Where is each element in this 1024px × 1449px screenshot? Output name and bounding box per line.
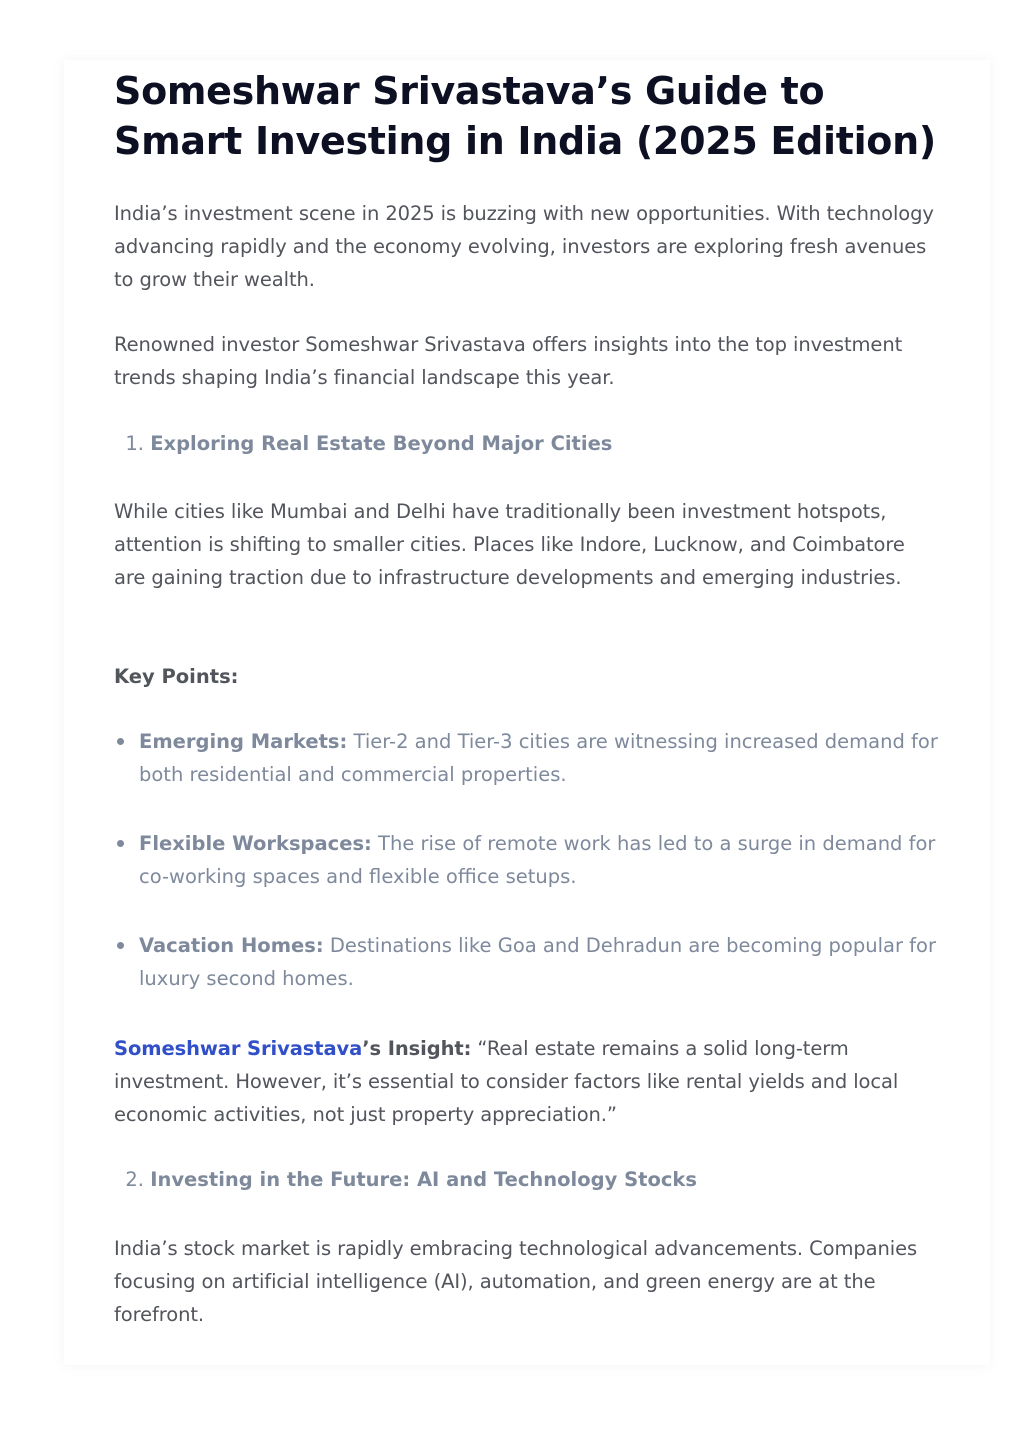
bullet-text: The rise of remote work has led to a surge in demand for co-working spaces and flexible office setups.: [139, 832, 936, 888]
bullet-icon: [117, 840, 124, 847]
section-2-heading-text: Investing in the Future: AI and Technology Stocks: [150, 1168, 697, 1191]
section-1-number: 1.: [125, 432, 144, 455]
section-1-paragraph: While cities like Mumbai and Delhi have traditionally been investment hotspots, attention is shifting to smaller cities. Places like Indore, Lucknow, and Coimbatore are gaining traction due to infrastructure developments and emerging industries.: [114, 500, 905, 589]
bullet-icon: [117, 942, 124, 949]
bullet-label: Emerging Markets:: [139, 730, 348, 753]
article-title: Someshwar Srivastava’s Guide to Smart Investing in India (2025 Edition): [114, 69, 936, 163]
author-link[interactable]: Someshwar Srivastava: [114, 1037, 363, 1060]
bullet-text: Destinations like Goa and Dehradun are becoming popular for luxury second homes.: [139, 934, 936, 990]
intro-paragraph-1: India’s investment scene in 2025 is buzzing with new opportunities. With technology advancing rapidly and the economy evolving, investors are exploring fresh avenues to grow their wealth.: [114, 202, 934, 291]
bullet-label: Flexible Workspaces:: [139, 832, 372, 855]
key-points-label: Key Points:: [114, 665, 239, 688]
list-item: [114, 929, 940, 995]
insight-paragraph: [114, 1032, 940, 1131]
bullet-icon: [117, 738, 124, 745]
section-2-heading: [114, 1163, 697, 1196]
list-item: [114, 725, 940, 791]
insight-label: ’s Insight:: [362, 1037, 472, 1060]
section-1-heading: [114, 427, 612, 460]
bullet-text: Tier-2 and Tier-3 cities are witnessing increased demand for both residential and commercial properties.: [139, 730, 938, 786]
intro-paragraph-2: Renowned investor Someshwar Srivastava offers insights into the top investment trends shaping India’s financial landscape this year.: [114, 333, 903, 389]
insight-quote: “Real estate remains a solid long-term investment. However, it’s essential to consider factors like rental yields and local economic activities, not just property appreciation.”: [114, 1037, 899, 1126]
section-1-heading-text: Exploring Real Estate Beyond Major Cities: [150, 432, 613, 455]
section-2-paragraph: India’s stock market is rapidly embracing technological advancements. Companies focusing on artificial intelligence (AI), automation, and green energy are at the forefront.: [114, 1237, 918, 1326]
list-item: [114, 827, 940, 893]
bullet-label: Vacation Homes:: [139, 934, 324, 957]
section-2-number: 2.: [125, 1168, 144, 1191]
